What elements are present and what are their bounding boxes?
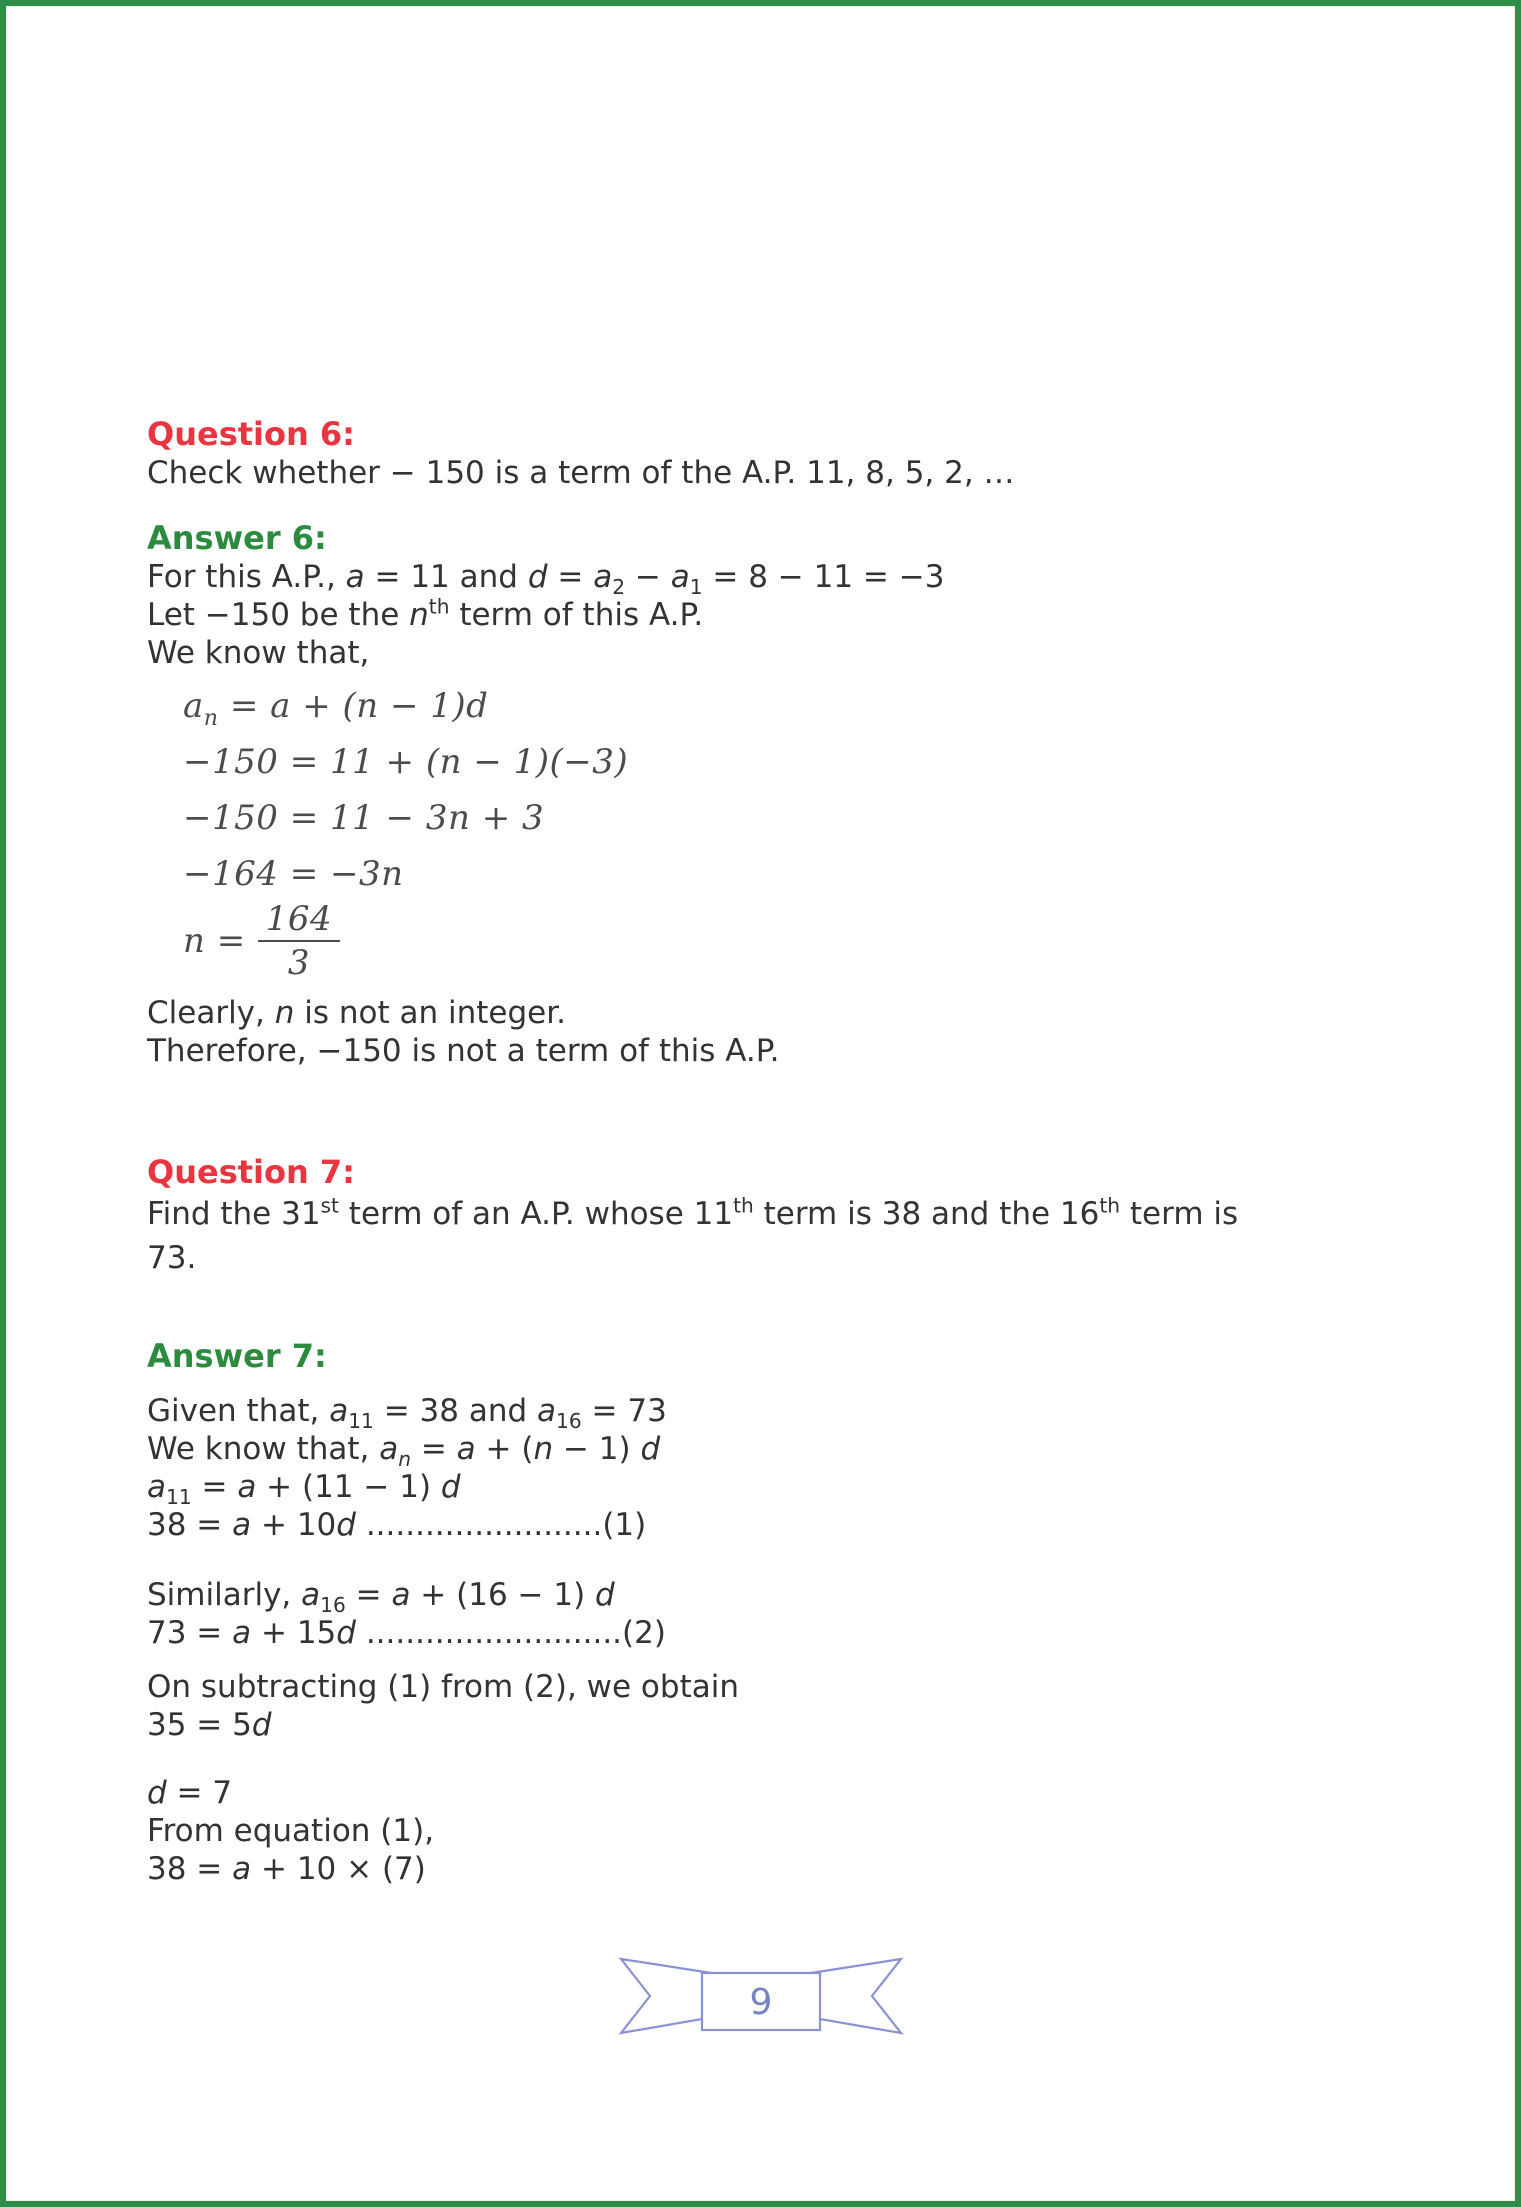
fraction-denominator: 3 (287, 943, 310, 983)
equation-an-formula: $a_n = a + (n - 1)d$ (183, 686, 489, 731)
answer-7-paragraph-4 (147, 1774, 1455, 1888)
answer-7-line-a11: $a_{11} = a + (11 - 1)$ d (147, 1469, 461, 1510)
answer-7-line-eq1: 38 = a + 10d ........................(1) (147, 1507, 647, 1543)
question-6-text: Check whether − 150 is a term of the A.P. 11, 8, 5, 2, … (147, 455, 1015, 491)
fraction-numerator: 164 (258, 900, 340, 942)
answer-6-line-3: We know that, (147, 635, 370, 671)
answer-7-heading: Answer 7: (147, 1337, 327, 1375)
answer-7-line-38-final: 38 = a + 10 × (7) (147, 1851, 426, 1887)
answer-7-line-from-eq1: From equation (1), (147, 1813, 435, 1849)
answer-6-conclusion-1: Clearly, n is not an integer. (147, 995, 566, 1031)
page-number: 9 (749, 1982, 772, 2023)
page-number-ribbon (616, 1950, 906, 2036)
equation-expanded: −150 = 11 − 3n + 3 (183, 798, 545, 838)
fraction (258, 900, 340, 982)
question-7-text-line-1: Find the 31st term of an A.P. whose 11th term is 38 and the 16th term is (147, 1193, 1239, 1232)
answer-7-line-similarly: Similarly, $a_{16} = a + (16 - 1)$ d (147, 1577, 615, 1618)
answer-7-line-formula: We know that, $a_n = a + (n - 1)$ d (147, 1431, 661, 1472)
question-7-heading: Question 7: (147, 1153, 355, 1191)
fraction-lhs: n = (183, 921, 246, 961)
answer-6-line-2: Let −150 be the $n^{th}$ term of this A.P. (147, 594, 704, 633)
equation-isolated: −164 = −3n (183, 854, 404, 894)
answer-6-heading: Answer 6: (147, 519, 327, 557)
page-content (6, 6, 1515, 1888)
answer-6-line-1: For this A.P., a = 11 and $d = a_2 - a_1 = 8 - 11 = -3$ (147, 559, 945, 600)
question-7-text-line-2: 73. (147, 1240, 197, 1276)
answer-6-conclusion-2: Therefore, −150 is not a term of this A.P. (147, 1033, 780, 1069)
answer-7-line-subtracting: On subtracting (1) from (2), we obtain (147, 1669, 739, 1705)
answer-7-paragraph-2 (147, 1576, 1455, 1652)
equation-fraction-row (183, 900, 1455, 982)
answer-7-line-given: Given that, $a_{11} = 38$ and $a_{16} = 73$ (147, 1393, 667, 1434)
answer-7-paragraph-3 (147, 1668, 1455, 1744)
question-6-heading: Question 6: (147, 415, 355, 453)
equation-substitution: −150 = 11 + (n − 1)(−3) (183, 742, 629, 782)
answer-7-line-35-5d: 35 = 5d (147, 1707, 272, 1743)
answer-7-line-eq2: 73 = a + 15d ..........................(2) (147, 1615, 666, 1651)
answer-7-paragraph-1 (147, 1392, 1455, 1544)
ribbon-banner-icon (616, 1950, 906, 2036)
answer-7-line-d7: d = 7 (147, 1775, 233, 1811)
